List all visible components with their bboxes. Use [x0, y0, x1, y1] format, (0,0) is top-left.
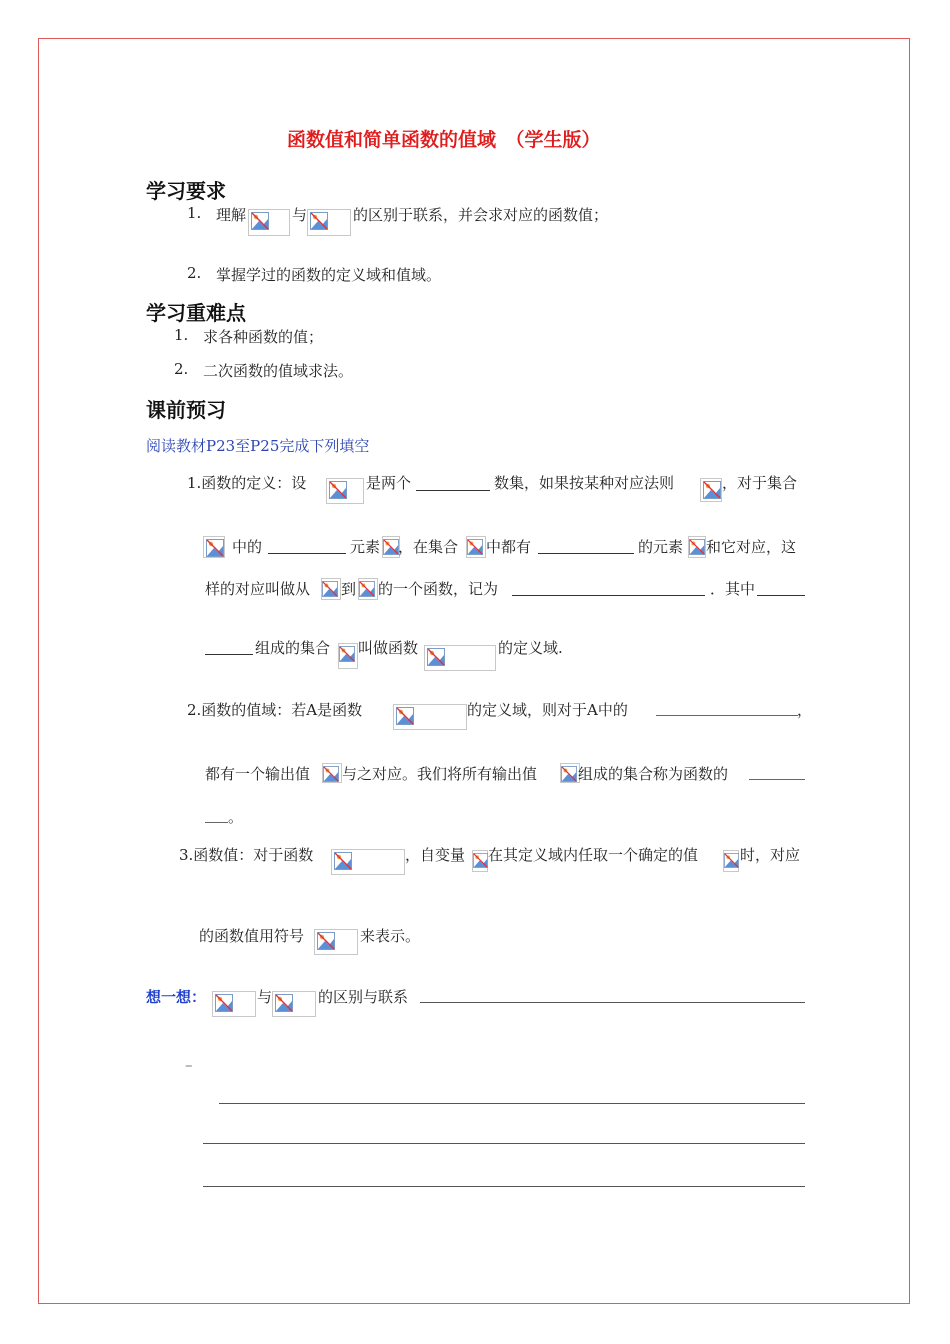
- broken-image-icon: [383, 539, 399, 555]
- formula-image: [472, 850, 488, 872]
- q2-text: 都有一个输出值: [205, 765, 311, 783]
- broken-image-icon: [329, 481, 347, 499]
- broken-image-icon: [310, 212, 328, 230]
- formula-image: [466, 536, 486, 558]
- list-text: 与: [292, 206, 308, 224]
- list-text: 二次函数的值域求法。: [203, 362, 354, 380]
- q3-text: 时，对应: [740, 846, 801, 864]
- page-title: 函数值和简单函数的值域 （学生版）: [287, 129, 601, 151]
- q1-text: 元素: [350, 538, 381, 556]
- q1-text: 和它对应，这: [706, 538, 797, 556]
- q1-text: 是两个: [366, 474, 412, 492]
- q1-text: ，对于集合: [722, 474, 798, 492]
- broken-image-icon: [396, 707, 414, 725]
- q1-text: 的一个函数，记为: [378, 580, 499, 598]
- formula-image: [314, 929, 358, 955]
- formula-image: [358, 578, 378, 600]
- list-text: 理解: [216, 206, 247, 224]
- q3-text: 来表示。: [360, 927, 421, 945]
- formula-image: [248, 209, 290, 236]
- q3-text: 3.函数值：对于函数: [179, 846, 314, 864]
- q2-text: 。: [228, 808, 244, 826]
- q3-text: 的函数值用符号: [199, 927, 305, 945]
- broken-image-icon: [724, 853, 739, 868]
- q2-text: 的定义域，则对于A中的: [467, 701, 628, 719]
- broken-image-icon: [206, 539, 224, 557]
- broken-image-icon: [703, 481, 721, 499]
- formula-image: [272, 991, 316, 1017]
- q1-text: 叫做函数: [358, 639, 419, 657]
- blank-line: [205, 822, 228, 823]
- formula-image: [322, 763, 342, 783]
- answer-line: [219, 1103, 805, 1104]
- q2-text: 2.函数的值域：若A是函数: [187, 701, 363, 719]
- q1-text: 样的对应叫做从: [205, 580, 311, 598]
- q1-text: 中的: [232, 538, 263, 556]
- reading-instruction: 阅读教材P23至P25完成下列填空: [146, 437, 370, 455]
- answer-line: [420, 1002, 805, 1003]
- q2-text: ，: [797, 701, 813, 719]
- blank-line: [205, 654, 253, 655]
- formula-image: [393, 704, 467, 730]
- q1-text: 组成的集合: [255, 639, 331, 657]
- blank-line: [268, 553, 346, 554]
- broken-image-icon: [251, 212, 269, 230]
- q1-text: 的定义域.: [498, 639, 563, 657]
- broken-image-icon: [359, 581, 375, 597]
- formula-image: [212, 991, 256, 1017]
- formula-image: [700, 478, 722, 502]
- broken-image-icon: [339, 646, 355, 662]
- list-text: 掌握学过的函数的定义域和值域。: [216, 266, 442, 284]
- answer-line: [203, 1186, 805, 1187]
- q2-text: 与之对应。我们将所有输出值: [342, 765, 538, 783]
- q1-text: 到: [341, 580, 357, 598]
- blank-line: [749, 779, 805, 780]
- q1-text: 数集，如果按某种对应法则: [494, 474, 675, 492]
- list-number: 2.: [174, 360, 189, 378]
- list-number: 1.: [187, 204, 202, 222]
- dash-mark: –: [185, 1056, 193, 1074]
- broken-image-icon: [689, 539, 705, 555]
- formula-image: [331, 849, 405, 875]
- blank-line: [416, 490, 490, 491]
- q1-text: 中都有: [486, 538, 532, 556]
- think-text: 的区别与联系: [318, 988, 409, 1006]
- broken-image-icon: [467, 539, 483, 555]
- formula-image: [307, 209, 351, 236]
- list-text: 的区别于联系，并会求对应的函数值；: [353, 206, 609, 224]
- page-border: [38, 38, 910, 1304]
- broken-image-icon: [473, 853, 488, 868]
- list-text: 求各种函数的值；: [203, 328, 324, 346]
- answer-line: [203, 1143, 805, 1144]
- broken-image-icon: [317, 932, 335, 950]
- broken-image-icon: [323, 766, 339, 782]
- list-number: 2.: [187, 264, 202, 282]
- q3-text: ，自变量: [405, 846, 466, 864]
- formula-image: [321, 578, 341, 600]
- formula-image: [723, 850, 739, 872]
- q1-text: 的元素: [638, 538, 684, 556]
- section-heading-difficulties: 学习重难点: [146, 301, 246, 325]
- formula-image: [424, 645, 496, 671]
- formula-image: [326, 478, 364, 504]
- broken-image-icon: [322, 581, 338, 597]
- formula-image: [688, 536, 706, 558]
- broken-image-icon: [275, 994, 293, 1012]
- blank-line: [757, 595, 805, 596]
- think-text: 与: [257, 988, 273, 1006]
- think-label: 想一想：: [146, 988, 207, 1006]
- blank-line: [512, 595, 705, 596]
- formula-image: [338, 643, 358, 669]
- broken-image-icon: [427, 648, 445, 666]
- list-number: 1.: [174, 326, 189, 344]
- broken-image-icon: [561, 766, 577, 782]
- formula-image: [203, 536, 225, 558]
- q2-text: 组成的集合称为函数的: [578, 765, 729, 783]
- section-heading-requirements: 学习要求: [146, 179, 226, 203]
- blank-line: [656, 715, 798, 716]
- q1-text: ，在集合: [398, 538, 459, 556]
- broken-image-icon: [215, 994, 233, 1012]
- q1-text: ．其中: [710, 580, 756, 598]
- q1-text: 1.函数的定义：设: [187, 474, 307, 492]
- broken-image-icon: [334, 852, 352, 870]
- q3-text: 在其定义域内任取一个确定的值: [488, 846, 699, 864]
- section-heading-preview: 课前预习: [146, 398, 226, 422]
- blank-line: [538, 553, 634, 554]
- formula-image: [560, 763, 580, 783]
